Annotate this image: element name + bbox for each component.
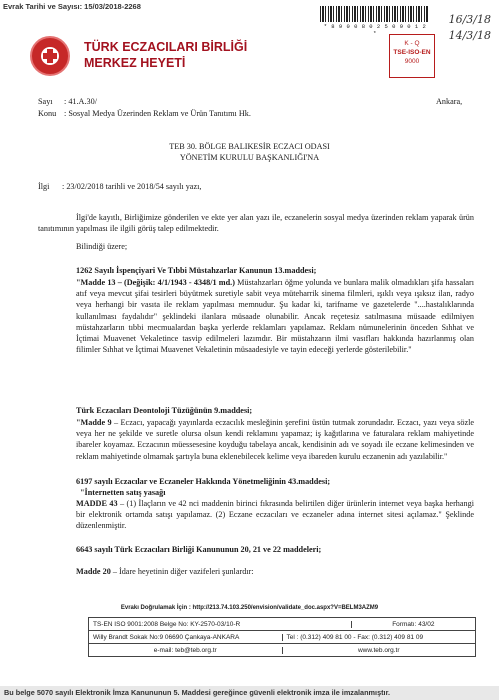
section-deontoloji-text [76, 417, 474, 462]
section-1262-title: 1262 Sayılı İspençiyari Ve Tıbbi Müstahzarlar Kanunun 13.maddesi; [76, 266, 317, 275]
section-6643-title: 6643 sayılı Türk Eczacıları Birliği Kanununun 20, 21 ve 22 maddeleri; [76, 545, 322, 554]
madde-20-lead: Madde 20 [76, 567, 111, 576]
barcode-number: * 8 9 0 0 8 0 2 5 0 9 0 1 2 * [323, 23, 427, 37]
org-name: TÜRK ECZACILARI BİRLİĞİ [84, 40, 248, 54]
cert-line-2: TSE-ISO-EN [393, 49, 431, 56]
section-6197-text [76, 498, 474, 532]
madde-13-lead: "Madde 13 – (Değişik: 4/1/1943 - 4348/1 md.) [76, 278, 235, 287]
ilgi-value: : 23/02/2018 tarihli ve 2018/54 sayılı yazı, [62, 182, 202, 191]
handwritten-date-2: 14/3/18 [448, 29, 491, 42]
konu-label: Konu [38, 109, 57, 118]
sayi-label: Sayı [38, 97, 53, 106]
footer-format: Formatı: 43/02 [351, 621, 475, 628]
footer-box [88, 617, 476, 657]
madde-20-line [76, 566, 254, 577]
section-6197-title: 6197 sayılı Eczacılar ve Eczaneler Hakkında Yönetmeliğinin 43.maddesi; [76, 477, 331, 486]
footer-address: Willy Brandt Sokak No:9 06690 Çankaya-ANKARA [93, 633, 240, 641]
madde-20-body: – İdare heyetinin diğer vazifeleri şunlardır: [110, 567, 254, 576]
org-unit: MERKEZ HEYETİ [84, 56, 186, 70]
madde-13-body: Müstahzarları öğme yolunda ve bunlara malik olmadıkları şifa hassaları atıf veya mevcut şifai tesirleri büyütmek suretiyle sabit veya müteharrik sinema filmleri, ışıklı veya ışıksız ilan, radyo veya herhangi bir vasıta ile reklam yapılması memnudur. Şu kadar ki, tarifname ve gazetelerde "....hastalıklarında kullanılması faydalıdır" şeklindeki ilanlara müsaade olunabilir. Ancak reçetesiz satılmasına müsaade edilmiyen müstahzarların tıbbi mecmualardan başka yerlerde reklamları yapılamaz. Reklam nümunelerinin önceden Sıhhat ve İçtimai Muavenet Vekaletince tasvip edilmeleri lazımdır. Bir müstahzarın ilmi vasıfları hakkında hazırlanmış olan filimler Sıhhat ve İçtimai Muavenet Vekaletinin müsaadesiyle ve tayin edeceği yerlerde gösterilebilir." [76, 278, 474, 355]
recipient-line-1: TEB 30. BÖLGE BALIKESİR ECZACI ODASI [169, 142, 330, 151]
cert-line-1: K - Q [404, 40, 420, 47]
madde-43-body: – (1) İlaçların ve 42 nci maddenin birinci fıkrasında belirtilen diğer ürünlerin internet veya başka herhangi bir elektronik ortamda satışı yapılamaz. (2) Eczane eczacıları ve eczaneler adına internet sitesi açılamaz." Şeklinde düzenlenmiştir. [76, 499, 474, 531]
recipient-line-2: YÖNETİM KURULU BAŞKANLIĞI'NA [179, 153, 320, 162]
tse-cert-badge [389, 34, 435, 78]
bilgi-line: Bilindiği üzere; [76, 242, 128, 251]
section-1262-text [76, 277, 474, 355]
konu-value: : Sosyal Medya Üzerinden Reklam ve Ürün Tanıtımı Hk. [64, 109, 251, 118]
sayi-value: : 41.A.30/ [64, 97, 97, 106]
madde-43-lead: MADDE 43 [76, 499, 118, 508]
verify-link[interactable]: Evrakı Doğrulamak İçin : http://213.74.103.250/envision/validate_doc.aspx?V=BELM3AZM9 [120, 605, 379, 611]
teb-logo [30, 36, 70, 76]
intro-paragraph: İlgi'de kayıtlı, Birliğimize gönderilen ve ekte yer alan yazı ile, eczanelerin sosyal medya üzerinden reklam yaparak ürün tanıtımının yapılması ile ilgili görüş talep edilmektedir. [38, 213, 474, 234]
evrak-stamp: Evrak Tarihi ve Sayısı: 15/03/2018-2268 [3, 2, 141, 11]
handwritten-date-1: 16/3/18 [448, 13, 491, 26]
footer-email[interactable]: e-mail: teb@teb.org.tr [153, 646, 217, 654]
handwritten-dates [443, 12, 491, 44]
barcode [320, 6, 428, 22]
city: Ankara, [436, 97, 463, 106]
section-deontoloji-title: Türk Eczacıları Deontoloji Tüzüğünün 9.maddesi; [76, 406, 253, 415]
section-6197-subtitle: "İnternetten satış yasağı [80, 488, 166, 497]
footer-tse: TS-EN ISO 9001:2008 Belge No: KY-2570-03/10-R [93, 620, 241, 628]
e-signature-notice: Bu belge 5070 sayılı Elektronik İmza Kanununun 5. Maddesi gereğince güvenli elektronik imza ile imzalanmıştır. [0, 686, 499, 700]
madde-9-body: – Eczacı, yapacağı yayınlarda eczacılık mesleğinin şerefini üstün tutmak zorundadır. Eczacı, yazı veya sözle veya her ne şekilde ve suretle olursa olsun kendi reklamını yapamaz; iş kağıtlarına ve faturalara reklam mahiyetinde ibareler koyamaz. Eczacının müessesesine koyduğu tabelaya ancak, kendisinin adı ve soyadı ile eczane kelimesinden ve reklam mahiyetinde olmamak şartıyla buna eklenebilecek kelime veya ibareden kurulu eczanenin adı yazılabilir." [76, 418, 474, 461]
footer-web[interactable]: www.teb.org.tr [282, 647, 476, 654]
madde-9-lead: "Madde 9 [76, 418, 112, 427]
ilgi-label: İlgi [38, 182, 50, 191]
cert-line-3: 9000 [404, 58, 420, 65]
footer-tel: Tel : (0.312) 409 81 00 - Fax: (0.312) 409 81 09 [282, 634, 476, 641]
